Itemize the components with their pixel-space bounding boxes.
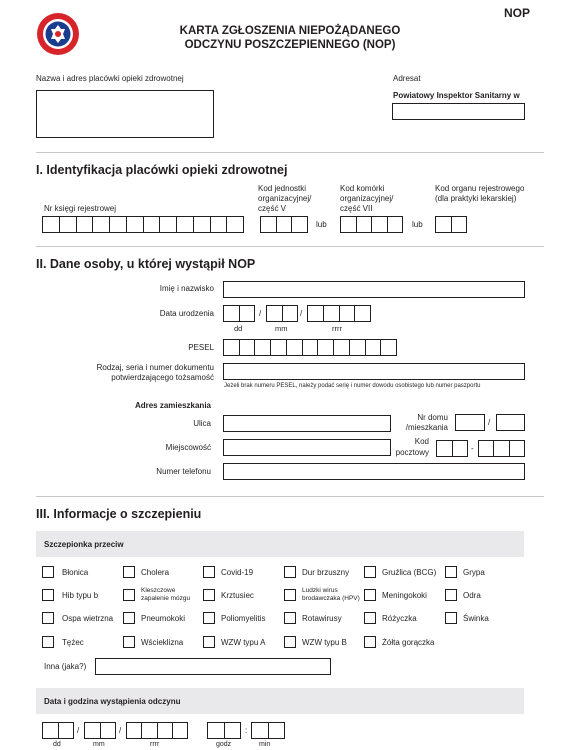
vaccine-label: Ospa wietrzna xyxy=(62,614,114,623)
org-code-field[interactable] xyxy=(435,216,467,233)
facility-name-address-field[interactable] xyxy=(36,90,214,138)
vaccine-label: Pneumokoki xyxy=(141,614,186,623)
dob-month-field[interactable] xyxy=(266,305,298,322)
reaction-date-slash-2: / xyxy=(119,726,122,735)
vaccine-checkbox[interactable] xyxy=(123,612,135,624)
reaction-minute-field[interactable] xyxy=(251,722,285,739)
divider xyxy=(36,152,544,153)
reaction-mm-hint: mm xyxy=(93,741,105,748)
vaccine-label: Rotawirusy xyxy=(302,614,342,623)
vaccine-label: Meningokoki xyxy=(382,591,427,600)
reaction-minute-hint: min xyxy=(259,741,271,748)
dob-mm-hint: mm xyxy=(275,324,288,333)
vaccine-checkbox[interactable] xyxy=(364,612,376,624)
vaccine-checkbox[interactable] xyxy=(203,612,215,624)
vaccine-label: Krztusiec xyxy=(221,591,254,600)
other-vaccine-field[interactable] xyxy=(95,658,331,675)
vaccine-label: Kleszczowe zapalenie mózgu xyxy=(141,587,191,602)
vaccine-checkbox[interactable] xyxy=(364,566,376,578)
vaccine-label: Gruźlica (BCG) xyxy=(382,568,437,577)
street-field[interactable] xyxy=(223,415,391,432)
dob-slash-2: / xyxy=(300,309,303,318)
section2-title: II. Dane osoby, u której wystąpił NOP xyxy=(36,257,256,271)
vaccine-checkbox[interactable] xyxy=(203,566,215,578)
reaction-date-slash-1: / xyxy=(77,726,80,735)
vaccine-checkbox[interactable] xyxy=(123,589,135,601)
vaccine-checkbox[interactable] xyxy=(203,589,215,601)
vaccine-checkbox[interactable] xyxy=(42,589,54,601)
addressee-value: Powiatowy Inspektor Sanitarny w xyxy=(393,91,520,100)
code7-field[interactable] xyxy=(340,216,403,233)
phone-field[interactable] xyxy=(223,463,525,480)
vaccine-checkbox[interactable] xyxy=(42,636,54,648)
addressee-field[interactable] xyxy=(392,103,525,120)
or-label-2: lub xyxy=(412,220,423,229)
reaction-yyyy-hint: rrrr xyxy=(150,741,160,748)
id-doc-note: Jeżeli brak numeru PESEL, należy podać serię i numer dowodu osobistego lub numer paszportu xyxy=(224,383,481,389)
pesel-label: PESEL xyxy=(188,343,214,352)
vaccine-label: Różyczka xyxy=(382,614,417,623)
vaccine-label: Tężec xyxy=(62,638,84,647)
org-code-label: Kod organu rejestrowego (dla praktyki lekarskiej) xyxy=(435,184,525,203)
postal-code-first-field[interactable] xyxy=(436,440,468,457)
code5-label: Kod jednostki organizacyjnej/ część V xyxy=(258,184,312,213)
registry-label: Nr księgi rejestrowej xyxy=(44,204,117,213)
address-header: Adres zamieszkania xyxy=(134,401,211,410)
divider xyxy=(36,496,544,497)
vaccine-checkbox[interactable] xyxy=(123,636,135,648)
dob-day-field[interactable] xyxy=(223,305,255,322)
section1-title: I. Identyfikacja placówki opieki zdrowotnej xyxy=(36,163,288,177)
vaccine-checkbox[interactable] xyxy=(42,566,54,578)
dob-slash-1: / xyxy=(259,309,262,318)
vaccine-checkbox[interactable] xyxy=(364,589,376,601)
apartment-number-field[interactable] xyxy=(496,414,525,431)
vaccine-checkbox[interactable] xyxy=(445,612,457,624)
pesel-field[interactable] xyxy=(223,339,397,356)
phone-label: Numer telefonu xyxy=(156,467,211,476)
logo xyxy=(36,12,80,56)
house-label-1: Nr domu xyxy=(417,413,448,422)
form-code: NOP xyxy=(503,6,530,20)
vaccine-label: Hib typu b xyxy=(62,591,99,600)
name-label: Imię i nazwisko xyxy=(159,284,214,293)
dob-dd-hint: dd xyxy=(234,324,243,333)
vaccine-checkbox[interactable] xyxy=(123,566,135,578)
id-document-field[interactable] xyxy=(223,363,525,380)
vaccine-label: Ludzki wirus brodawczaka (HPV) xyxy=(302,587,360,602)
reaction-month-field[interactable] xyxy=(84,722,116,739)
registry-number-field[interactable] xyxy=(42,216,244,233)
or-label-1: lub xyxy=(316,220,327,229)
house-slash: / xyxy=(488,418,491,427)
postal-dash: - xyxy=(471,444,474,453)
vaccine-label: WZW typu A xyxy=(221,638,266,647)
addressee-label: Adresat xyxy=(393,74,421,83)
house-label-2: /mieszkania xyxy=(405,423,448,432)
dob-yyyy-hint: rrrr xyxy=(332,324,342,333)
vaccine-checkbox[interactable] xyxy=(445,589,457,601)
form-title-line1: KARTA ZGŁOSZENIA NIEPOŻĄDANEGO xyxy=(179,25,401,37)
other-vaccine-label: Inna (jaka?) xyxy=(44,662,87,671)
vaccine-label: Dur brzuszny xyxy=(302,568,350,577)
reaction-year-field[interactable] xyxy=(126,722,188,739)
vaccine-checkbox[interactable] xyxy=(42,612,54,624)
full-name-field[interactable] xyxy=(223,281,525,298)
vaccine-checkbox[interactable] xyxy=(284,636,296,648)
reaction-slash-1: dd xyxy=(53,741,61,748)
reaction-colon: : xyxy=(245,726,248,735)
vaccine-label: Covid-19 xyxy=(221,568,254,577)
street-label: Ulica xyxy=(193,419,211,428)
vaccine-label: Świnka xyxy=(463,614,489,623)
reaction-hour-hint: godz xyxy=(216,741,232,748)
form-title-line2: ODCZYNU POSZCZEPIENNEGO (NOP) xyxy=(184,39,396,51)
postal-label-1: Kod xyxy=(414,437,429,446)
vaccine-checkbox[interactable] xyxy=(203,636,215,648)
vaccine-label: Odra xyxy=(463,591,481,600)
section3-title: III. Informacje o szczepieniu xyxy=(36,507,202,521)
vaccine-label: Błonica xyxy=(62,568,89,577)
postal-code-second-field[interactable] xyxy=(478,440,525,457)
vaccine-checkbox[interactable] xyxy=(364,636,376,648)
reaction-header: Data i godzina wystąpienia odczynu xyxy=(44,697,181,706)
vaccine-checkbox[interactable] xyxy=(284,589,296,601)
vaccine-label: Grypa xyxy=(463,568,485,577)
reaction-day-field[interactable] xyxy=(42,722,74,739)
city-field[interactable] xyxy=(223,439,391,456)
vaccine-label: Wścieklizna xyxy=(141,638,184,647)
reaction-hour-field[interactable] xyxy=(207,722,241,739)
postal-label-2: pocztowy xyxy=(395,448,429,457)
vaccine-checkbox[interactable] xyxy=(445,566,457,578)
city-label: Miejscowość xyxy=(165,443,211,452)
vaccine-header: Szczepionka przeciw xyxy=(44,540,124,549)
id-doc-label-1: Rodzaj, seria i numer dokumentu xyxy=(96,363,214,372)
id-doc-label-2: potwierdzającego tożsamość xyxy=(111,373,214,382)
vaccine-checkbox[interactable] xyxy=(284,566,296,578)
vaccine-checkbox[interactable] xyxy=(284,612,296,624)
house-number-field[interactable] xyxy=(455,414,485,431)
dob-year-field[interactable] xyxy=(307,305,371,322)
vaccine-label: WZW typu B xyxy=(302,638,347,647)
facility-label: Nazwa i adres placówki opieki zdrowotnej xyxy=(36,74,184,83)
vaccine-label: Cholera xyxy=(141,568,170,577)
vaccine-label: Żółta gorączka xyxy=(382,638,435,647)
code5-field[interactable] xyxy=(260,216,308,233)
vaccine-label: Poliomyelitis xyxy=(221,614,266,623)
dob-label: Data urodzenia xyxy=(159,309,214,318)
divider xyxy=(36,246,544,247)
code7-label: Kod komórki organizacyjnej/ część VII xyxy=(340,184,394,213)
